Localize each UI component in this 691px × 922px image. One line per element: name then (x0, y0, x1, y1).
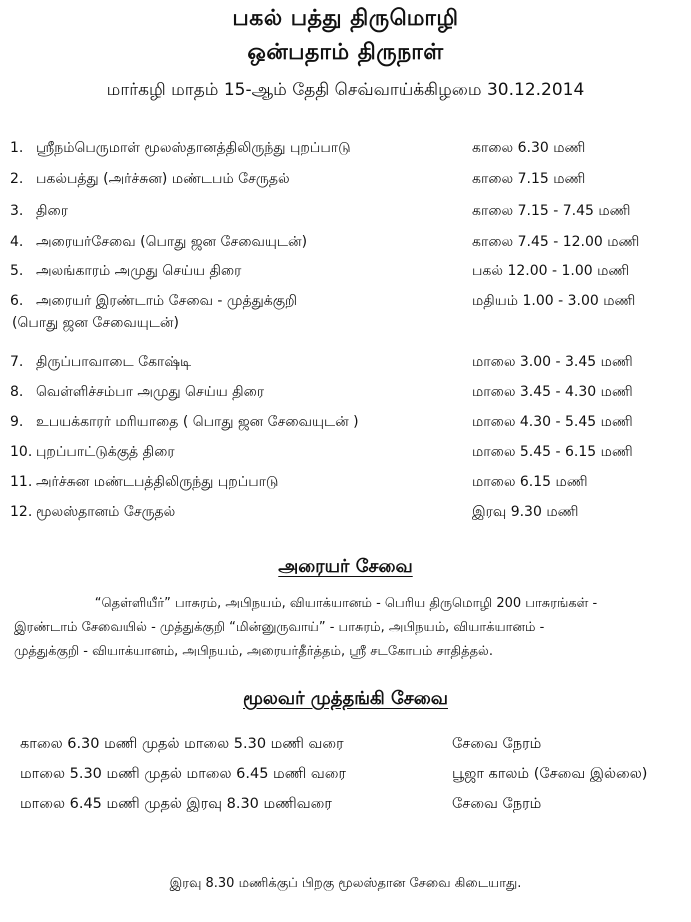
moolavar-row (0, 796, 691, 820)
moolavar-row (0, 736, 691, 760)
schedule-row (0, 414, 691, 438)
document-title-line2: ஒன்பதாம் திருநாள் (247, 40, 444, 65)
moolavar-time: மாலை 6.45 மணி முதல் இரவு 8.30 மணிவரை (20, 796, 332, 812)
schedule-number: 4. (10, 234, 24, 250)
schedule-time: பகல் 12.00 - 1.00 மணி (472, 263, 630, 279)
schedule-event: ஸ்ரீநம்பெருமாள் மூலஸ்தானத்திலிருந்து புறப்பாடு (36, 140, 351, 156)
moolavar-time: காலை 6.30 மணி முதல் மாலை 5.30 மணி வரை (20, 736, 344, 752)
schedule-number: 12. (10, 504, 33, 520)
schedule-number: 9. (10, 414, 24, 430)
moolavar-time: மாலை 5.30 மணி முதல் மாலை 6.45 மணி வரை (20, 766, 346, 782)
schedule-row (0, 384, 691, 408)
date-line: மார்கழி மாதம் 15-ஆம் தேதி செவ்வாய்க்கிழமை 30.12.2014 (106, 80, 585, 100)
paragraph-line: முத்துக்குறி - வியாக்யானம், அபிநயம், அரையர்தீர்த்தம், ஸ்ரீ சடகோபம் சாதித்தல். (14, 644, 493, 659)
schedule-time: மாலை 6.15 மணி (472, 474, 588, 490)
araiyar-sevai-paragraph (14, 592, 678, 664)
moolavar-status: சேவை நேரம் (452, 736, 542, 752)
schedule-row (0, 140, 691, 164)
schedule-row (0, 504, 691, 528)
footer-note: இரவு 8.30 மணிக்குப் பிறகு மூலஸ்தான சேவை கிடையாது. (169, 876, 522, 891)
moolavar-status: சேவை நேரம் (452, 796, 542, 812)
schedule-time: காலை 7.45 - 12.00 மணி (472, 234, 640, 250)
schedule-event: அரையர்சேவை (பொது ஜன சேவையுடன்) (36, 234, 308, 250)
schedule-row (0, 474, 691, 498)
schedule-event: புறப்பாட்டுக்குத் திரை (36, 444, 175, 460)
schedule-row (0, 203, 691, 227)
schedule-event: திருப்பாவாடை கோஷ்டி (36, 354, 192, 370)
schedule-number: 10. (10, 444, 33, 460)
schedule-number: 11. (10, 474, 33, 490)
schedule-time: மாலை 5.45 - 6.15 மணி (472, 444, 633, 460)
schedule-number: 2. (10, 171, 24, 187)
section-heading-moolavar: மூலவர் முத்தங்கி சேவை (243, 688, 448, 709)
schedule-number: 7. (10, 354, 24, 370)
moolavar-row (0, 766, 691, 790)
schedule-row (0, 263, 691, 287)
schedule-number: 3. (10, 203, 24, 219)
schedule-event: வெள்ளிச்சம்பா அமுது செய்ய திரை (36, 384, 265, 400)
schedule-event: உபயக்காரர் மரியாதை ( பொது ஜன சேவையுடன் ) (36, 414, 359, 430)
schedule-time: காலை 6.30 மணி (472, 140, 586, 156)
section-heading-araiyar-sevai: அரையர் சேவை (278, 556, 413, 577)
schedule-time: காலை 7.15 மணி (472, 171, 586, 187)
schedule-event: திரை (36, 203, 68, 219)
schedule-time: மதியம் 1.00 - 3.00 மணி (472, 293, 636, 309)
document-title-line1: பகல் பத்து திருமொழி (232, 6, 459, 31)
schedule-event: அரையர் இரண்டாம் சேவை - முத்துக்குறி (36, 293, 298, 309)
schedule-row (0, 354, 691, 378)
schedule-row (0, 444, 691, 468)
schedule-number: 6. (10, 293, 24, 309)
schedule-number: 5. (10, 263, 24, 279)
schedule-row (0, 293, 691, 339)
schedule-row (0, 171, 691, 195)
paragraph-line: “தெள்ளியீர்” பாசுரம், அபிநயம், வியாக்யானம் - பெரிய திருமொழி 200 பாசுரங்கள் - (94, 596, 598, 611)
schedule-event: பகல்பத்து (அர்ச்சுன) மண்டபம் சேருதல் (36, 171, 290, 187)
schedule-time: மாலை 3.45 - 4.30 மணி (472, 384, 633, 400)
schedule-event-sub: (பொது ஜன சேவையுடன்) (12, 315, 179, 331)
schedule-time: மாலை 3.00 - 3.45 மணி (472, 354, 633, 370)
paragraph-line: இரண்டாம் சேவையில் - முத்துக்குறி “மின்னுருவாய்” - பாசுரம், அபிநயம், வியாக்யானம் - (14, 620, 545, 635)
schedule-number: 8. (10, 384, 24, 400)
schedule-time: காலை 7.15 - 7.45 மணி (472, 203, 631, 219)
schedule-event: அர்ச்சுன மண்டபத்திலிருந்து புறப்பாடு (36, 474, 279, 490)
schedule-row (0, 234, 691, 258)
schedule-time: இரவு 9.30 மணி (472, 504, 579, 520)
schedule-event: மூலஸ்தானம் சேருதல் (36, 504, 176, 520)
schedule-number: 1. (10, 140, 24, 156)
schedule-event: அலங்காரம் அமுது செய்ய திரை (36, 263, 242, 279)
moolavar-status: பூஜா காலம் (சேவை இல்லை) (452, 766, 648, 782)
schedule-time: மாலை 4.30 - 5.45 மணி (472, 414, 633, 430)
